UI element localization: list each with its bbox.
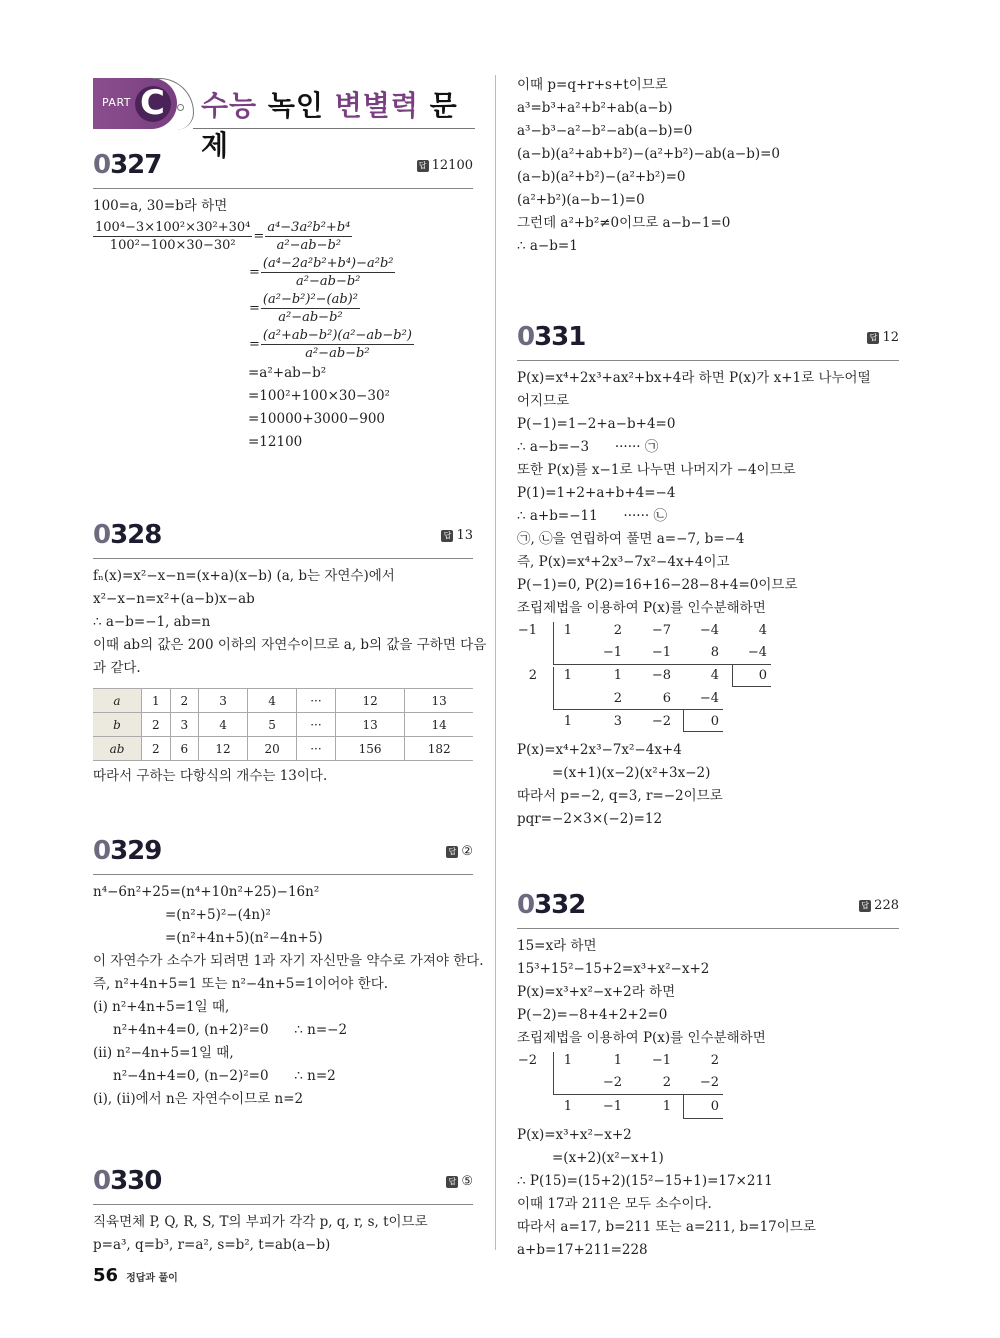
solution-line: =(x+2)(x²−x+1) (552, 1150, 664, 1166)
problem-0331 (517, 322, 899, 831)
solution-line: P(−2)=−8+4+2+2=0 (517, 1007, 668, 1023)
answer-icon: 답 (446, 1176, 458, 1188)
solution-line: P(x)=x⁴+2x³+ax²+bx+4라 하면 P(x)가 x+1로 나누어떨 (517, 370, 871, 386)
solution-line: a³=b³+a²+b²+ab(a−b) (517, 100, 673, 116)
column-divider (495, 75, 496, 1250)
answer-value: 13 (456, 528, 473, 543)
solution-line: 이때 17과 211은 모두 소수이다. (517, 1196, 712, 1212)
table-row: a 1 2 3 4 ··· 12 13 (93, 689, 473, 713)
solution-line: a³−b³−a²−b²−ab(a−b)=0 (517, 123, 693, 139)
title-word: 녹인 (267, 89, 324, 122)
answer-icon: 답 (417, 160, 429, 172)
solution-line: n²−4n+4=0, (n−2)²=0 ∴ n=2 (113, 1068, 336, 1084)
page-number: 56 (93, 1265, 119, 1286)
synthetic-division: −1 1 2 −7 −4 4 −1 −1 8 −4 2 1 1 −8 4 0 2 6 −4 1 3 −2 0 (517, 620, 777, 735)
problem-header (93, 1166, 473, 1205)
solution (93, 559, 487, 788)
problem-number: 0327 (93, 150, 162, 180)
problem-0330-continued (517, 74, 899, 258)
answer (441, 528, 473, 543)
solution-line: 또한 P(x)를 x−1로 나누면 나머지가 −4이므로 (517, 462, 796, 478)
problem-0332 (517, 890, 899, 1262)
page-footer (93, 1265, 178, 1286)
problem-number: 0330 (93, 1166, 162, 1196)
footer-label: 정답과 풀이 (126, 1273, 178, 1284)
solution-line: 과 같다. (93, 660, 141, 676)
solution-line: ∴ a−b=−3 ······ ㉠ (517, 439, 659, 455)
answer-icon: 답 (867, 332, 879, 344)
answer-value: 12 (882, 330, 899, 345)
problem-header (517, 890, 899, 929)
table-row: ab 2 6 12 20 ··· 156 182 (93, 737, 473, 761)
values-table (93, 688, 473, 761)
header-dot-decoration (177, 104, 184, 111)
problem-header (517, 322, 899, 361)
solution-line: =(n²+4n+5)(n²−4n+5) (165, 930, 323, 946)
title-word: 변별력 (334, 89, 419, 122)
solution-line: P(−1)=0, P(2)=16+16−28−8+4=0이므로 (517, 577, 798, 593)
solution (93, 1205, 473, 1257)
solution-line: 따라서 a=17, b=211 또는 a=211, b=17이므로 (517, 1219, 816, 1235)
part-letter: C (140, 83, 165, 123)
title-word: 수능 (201, 89, 258, 122)
solution-line: 즉, n²+4n+5=1 또는 n²−4n+5=1이어야 한다. (93, 976, 389, 992)
answer (446, 844, 473, 859)
solution-line: 이 자연수가 소수가 되려면 1과 자기 자신만을 약수로 가져야 한다. (93, 953, 484, 969)
fraction-line: $\frac{\text{100⁴−3×100²×30²+30⁴}}{\text{100²−100×30−30²}}$ = $\frac{\text{a⁴−3a²b²+b⁴}}{\text{a²−ab−b²}}$ (95, 219, 351, 253)
problem-0330 (93, 1166, 473, 1257)
fraction-line: = $\frac{\text{(a⁴−2a²b²+b⁴)−a²b²}}{\text{a²−ab−b²}}$ (249, 255, 394, 289)
solution-line: 100=a, 30=b라 하면 (93, 198, 228, 214)
solution-line: 조립제법을 이용하여 P(x)를 인수분해하면 (517, 1030, 766, 1046)
title-word: 문제 (201, 89, 458, 162)
solution-line: (ii) n²−4n+5=1일 때, (93, 1045, 234, 1061)
synthetic-division: −2 1 1 −1 2 −2 2 −2 1 −1 1 0 (517, 1050, 737, 1120)
solution-line: ∴ a−b=1 (517, 238, 578, 254)
solution-line: ∴ P(15)=(15+2)(15²−15+1)=17×211 (517, 1173, 773, 1189)
solution-line: =(n²+5)²−(4n)² (165, 907, 271, 923)
solution-line: P(x)=x³+x²−x+2 (517, 1127, 632, 1143)
answer-icon: 답 (441, 530, 453, 542)
solution-line: (a−b)(a²+b²)−(a²+b²)=0 (517, 169, 686, 185)
answer (446, 1174, 473, 1189)
answer (417, 158, 473, 173)
answer-value: ⑤ (461, 1174, 473, 1189)
solution-line: ∴ a+b=−11 ······ ㉡ (517, 508, 667, 524)
solution-line: 조립제법을 이용하여 P(x)를 인수분해하면 (517, 600, 766, 616)
solution-line: 15=x라 하면 (517, 938, 597, 954)
solution-line: 그런데 a²+b²≠0이므로 a−b−1=0 (517, 215, 731, 231)
table-row: b 2 3 4 5 ··· 13 14 (93, 713, 473, 737)
solution-line: =10000+3000−900 (248, 411, 386, 427)
header-curve-decoration (153, 78, 194, 130)
solution (93, 875, 484, 1111)
solution-line: =100²+100×30−30² (248, 388, 390, 404)
solution-line: ㉠, ㉡을 연립하여 풀면 a=−7, b=−4 (517, 531, 745, 547)
answer-icon: 답 (446, 846, 458, 858)
solution-line: fₙ(x)=x²−x−n=(x+a)(x−b) (a, b는 자연수)에서 (93, 568, 395, 584)
solution-line: P(x)=x⁴+2x³−7x²−4x+4 (517, 742, 682, 758)
solution-line: (i), (ii)에서 n은 자연수이므로 n=2 (93, 1091, 304, 1107)
problem-number: 0329 (93, 836, 162, 866)
solution-line: =(x+1)(x−2)(x²+3x−2) (552, 765, 711, 781)
solution (93, 189, 473, 454)
answer-value: 12100 (431, 158, 473, 173)
problem-header (93, 520, 473, 559)
fraction-line: = $\frac{\text{(a²−b²)²−(ab)²}}{\text{a²−ab−b²}}$ (249, 291, 358, 325)
solution-line: 직육면체 P, Q, R, S, T의 부피가 각각 p, q, r, s, t이므로 (93, 1214, 428, 1230)
solution (517, 361, 899, 620)
solution-line: n²+4n+4=0, (n+2)²=0 ∴ n=−2 (113, 1022, 348, 1038)
solution-line: 어지므로 (517, 393, 570, 409)
solution-line: 이때 p=q+r+s+t이므로 (517, 77, 668, 93)
answer-icon: 답 (859, 900, 871, 912)
fraction-line: = $\frac{\text{(a²+ab−b²)(a²−ab−b²)}}{\text{a²−ab−b²}}$ (249, 327, 412, 361)
solution-line: P(1)=1+2+a+b+4=−4 (517, 485, 676, 501)
solution-line: x²−x−n=x²+(a−b)x−ab (93, 591, 255, 607)
part-label: PART (102, 96, 132, 109)
problem-header (93, 836, 473, 875)
answer (867, 330, 899, 345)
solution-line: a+b=17+211=228 (517, 1242, 648, 1258)
solution-line: (a²+b²)(a−b−1)=0 (517, 192, 645, 208)
answer-value: 228 (874, 898, 899, 913)
solution-line: (a−b)(a²+ab+b²)−(a²+b²)−ab(a−b)=0 (517, 146, 781, 162)
problem-header (93, 150, 473, 189)
solution-line: ∴ a−b=−1, ab=n (93, 614, 211, 630)
problem-number: 0328 (93, 520, 162, 550)
solution-line: 15³+15²−15+2=x³+x²−x+2 (517, 961, 710, 977)
problem-0327 (93, 150, 473, 454)
solution-line: P(−1)=1−2+a−b+4=0 (517, 416, 676, 432)
solution-line: p=a³, q=b³, r=a², s=b², t=ab(a−b) (93, 1237, 331, 1253)
solution-line: (i) n²+4n+5=1일 때, (93, 999, 230, 1015)
answer (859, 898, 899, 913)
solution-line: n⁴−6n²+25=(n⁴+10n²+25)−16n² (93, 884, 320, 900)
solution-line: 즉, P(x)=x⁴+2x³−7x²−4x+4이고 (517, 554, 730, 570)
solution-line: 따라서 구하는 다항식의 개수는 13이다. (93, 768, 328, 784)
problem-number: 0332 (517, 890, 586, 920)
problem-0328 (93, 520, 487, 788)
solution (517, 929, 899, 1050)
problem-0329 (93, 836, 484, 1111)
problem-number: 0331 (517, 322, 586, 352)
solution-line: P(x)=x³+x²−x+2라 하면 (517, 984, 676, 1000)
answer-value: ② (461, 844, 473, 859)
solution-line: pqr=−2×3×(−2)=12 (517, 811, 663, 827)
solution-line: =a²+ab−b² (248, 365, 327, 381)
solution-line: 이때 ab의 값은 200 이하의 자연수이므로 a, b의 값을 구하면 다음 (93, 637, 487, 653)
part-header (93, 78, 475, 162)
solution-line: =12100 (248, 434, 303, 450)
solution-line: 따라서 p=−2, q=3, r=−2이므로 (517, 788, 723, 804)
